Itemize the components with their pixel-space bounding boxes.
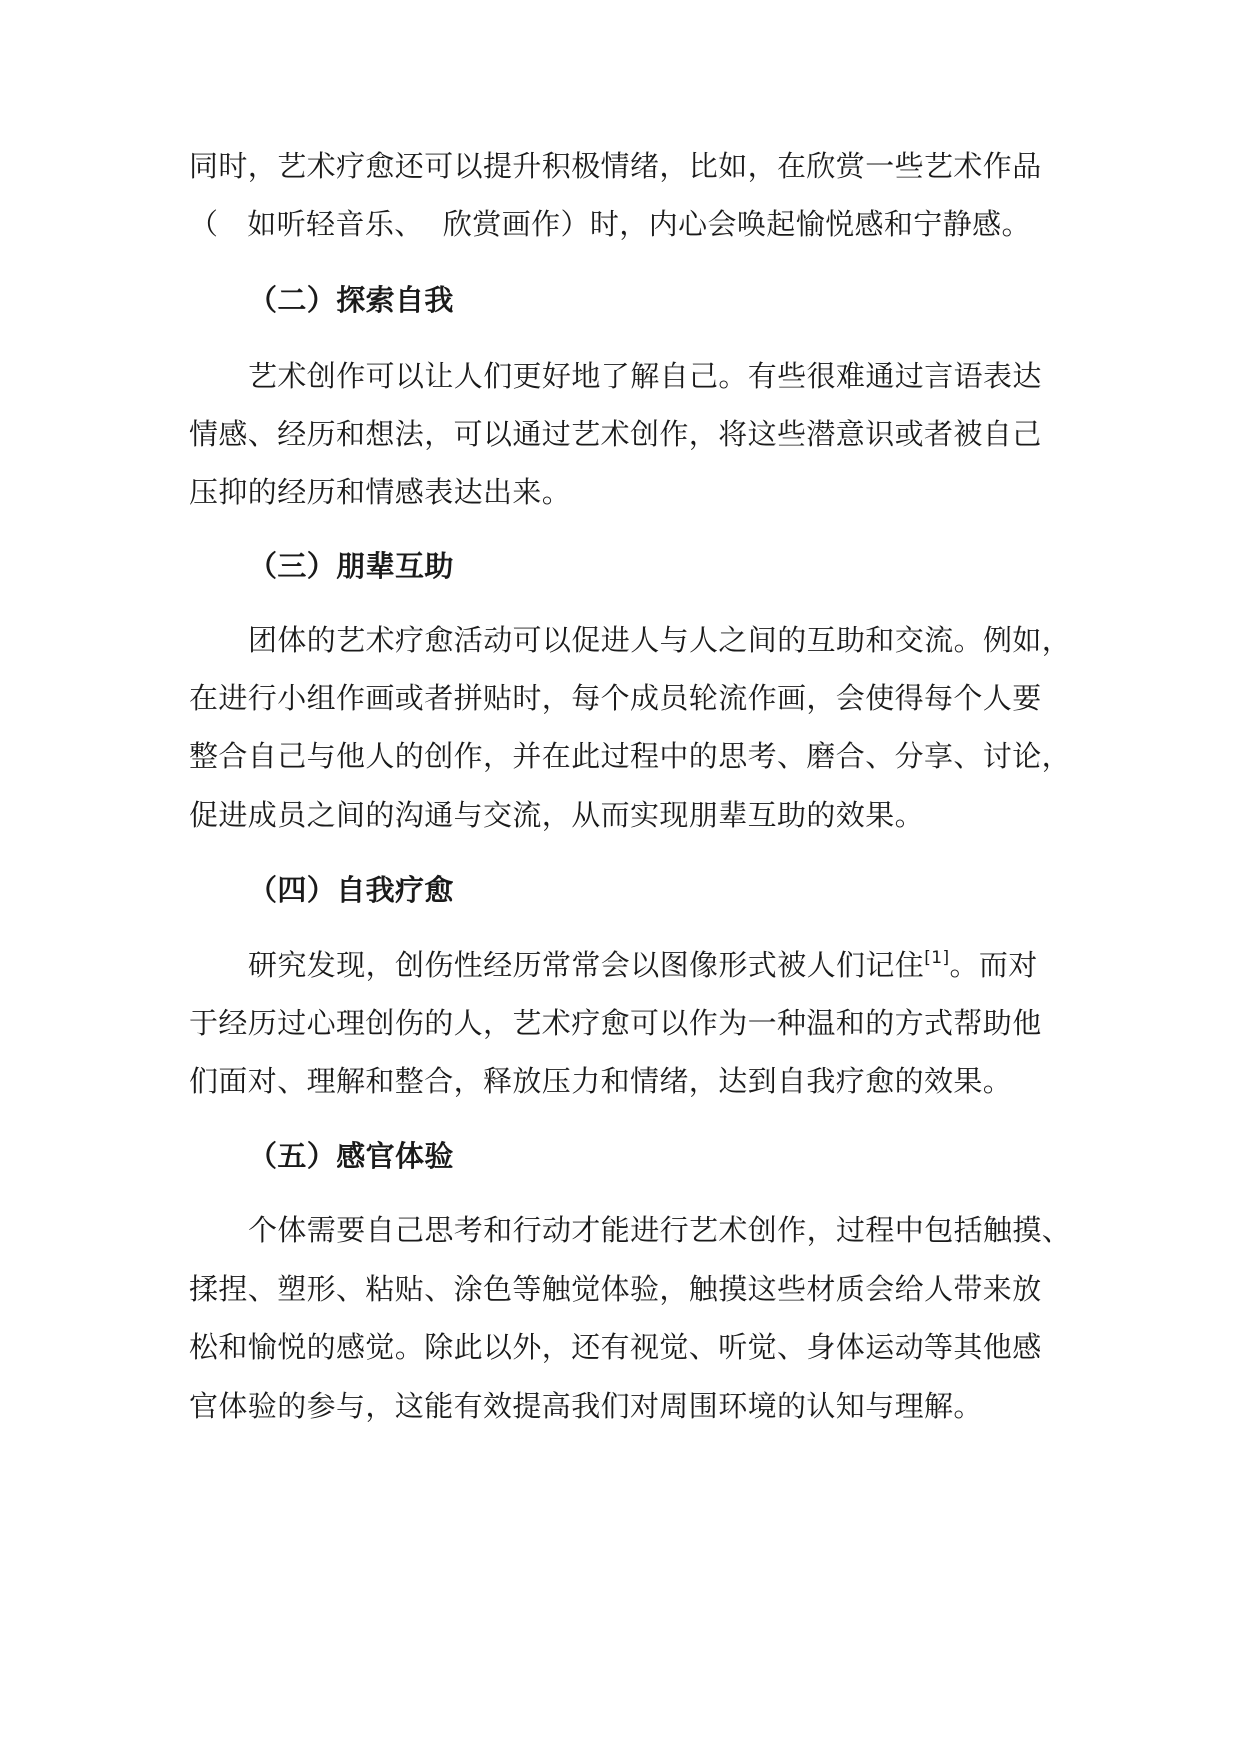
- section-heading-sensory-experience: （五）感官体验: [248, 1139, 454, 1173]
- paragraph-line: 们面对、理解和整合，释放压力和情绪，达到自我疗愈的效果。: [189, 1064, 1013, 1098]
- section-heading-explore-self: （二）探索自我: [248, 283, 454, 317]
- paragraph-line: 情感、经历和想法，可以通过艺术创作，将这些潜意识或者被自己: [189, 417, 1042, 451]
- paragraph-line: [248, 947, 1038, 983]
- paragraph-line: 团体的艺术疗愈活动可以促进人与人之间的互助和交流。例如，: [248, 623, 1072, 657]
- paragraph-line: 促进成员之间的沟通与交流，从而实现朋辈互助的效果。: [189, 798, 925, 832]
- paragraph-line: 艺术创作可以让人们更好地了解自己。有些很难通过言语表达: [248, 359, 1042, 393]
- paragraph-line: （ 如听轻音乐、 欣赏画作）时，内心会唤起愉悦感和宁静感。: [189, 207, 1031, 241]
- paragraph-line: 揉捏、塑形、粘贴、涂色等触觉体验，触摸这些材质会给人带来放: [189, 1272, 1042, 1306]
- paragraph-text: 。而对: [949, 948, 1038, 982]
- paragraph-line: 整合自己与他人的创作，并在此过程中的思考、磨合、分享、讨论，: [189, 739, 1072, 773]
- paragraph-line: 于经历过心理创伤的人，艺术疗愈可以作为一种温和的方式帮助他: [189, 1006, 1042, 1040]
- paragraph-line: 官体验的参与，这能有效提高我们对周围环境的认知与理解。: [189, 1389, 983, 1423]
- paragraph-text: 研究发现，创伤性经历常常会以图像形式被人们记住: [248, 948, 925, 982]
- paragraph-line: 松和愉悦的感觉。除此以外，还有视觉、听觉、身体运动等其他感: [189, 1330, 1042, 1364]
- paragraph-line: 同时，艺术疗愈还可以提升积极情绪，比如，在欣赏一些艺术作品: [189, 149, 1042, 183]
- paragraph-line: 个体需要自己思考和行动才能进行艺术创作，过程中包括触摸、: [248, 1213, 1072, 1247]
- paragraph-line: 在进行小组作画或者拼贴时，每个成员轮流作画，会使得每个人要: [189, 681, 1042, 715]
- section-heading-self-healing: （四）自我疗愈: [248, 873, 454, 907]
- paragraph-line: 压抑的经历和情感表达出来。: [189, 475, 572, 509]
- section-heading-peer-support: （三）朋辈互助: [248, 549, 454, 583]
- citation-link[interactable]: [1]: [924, 948, 950, 968]
